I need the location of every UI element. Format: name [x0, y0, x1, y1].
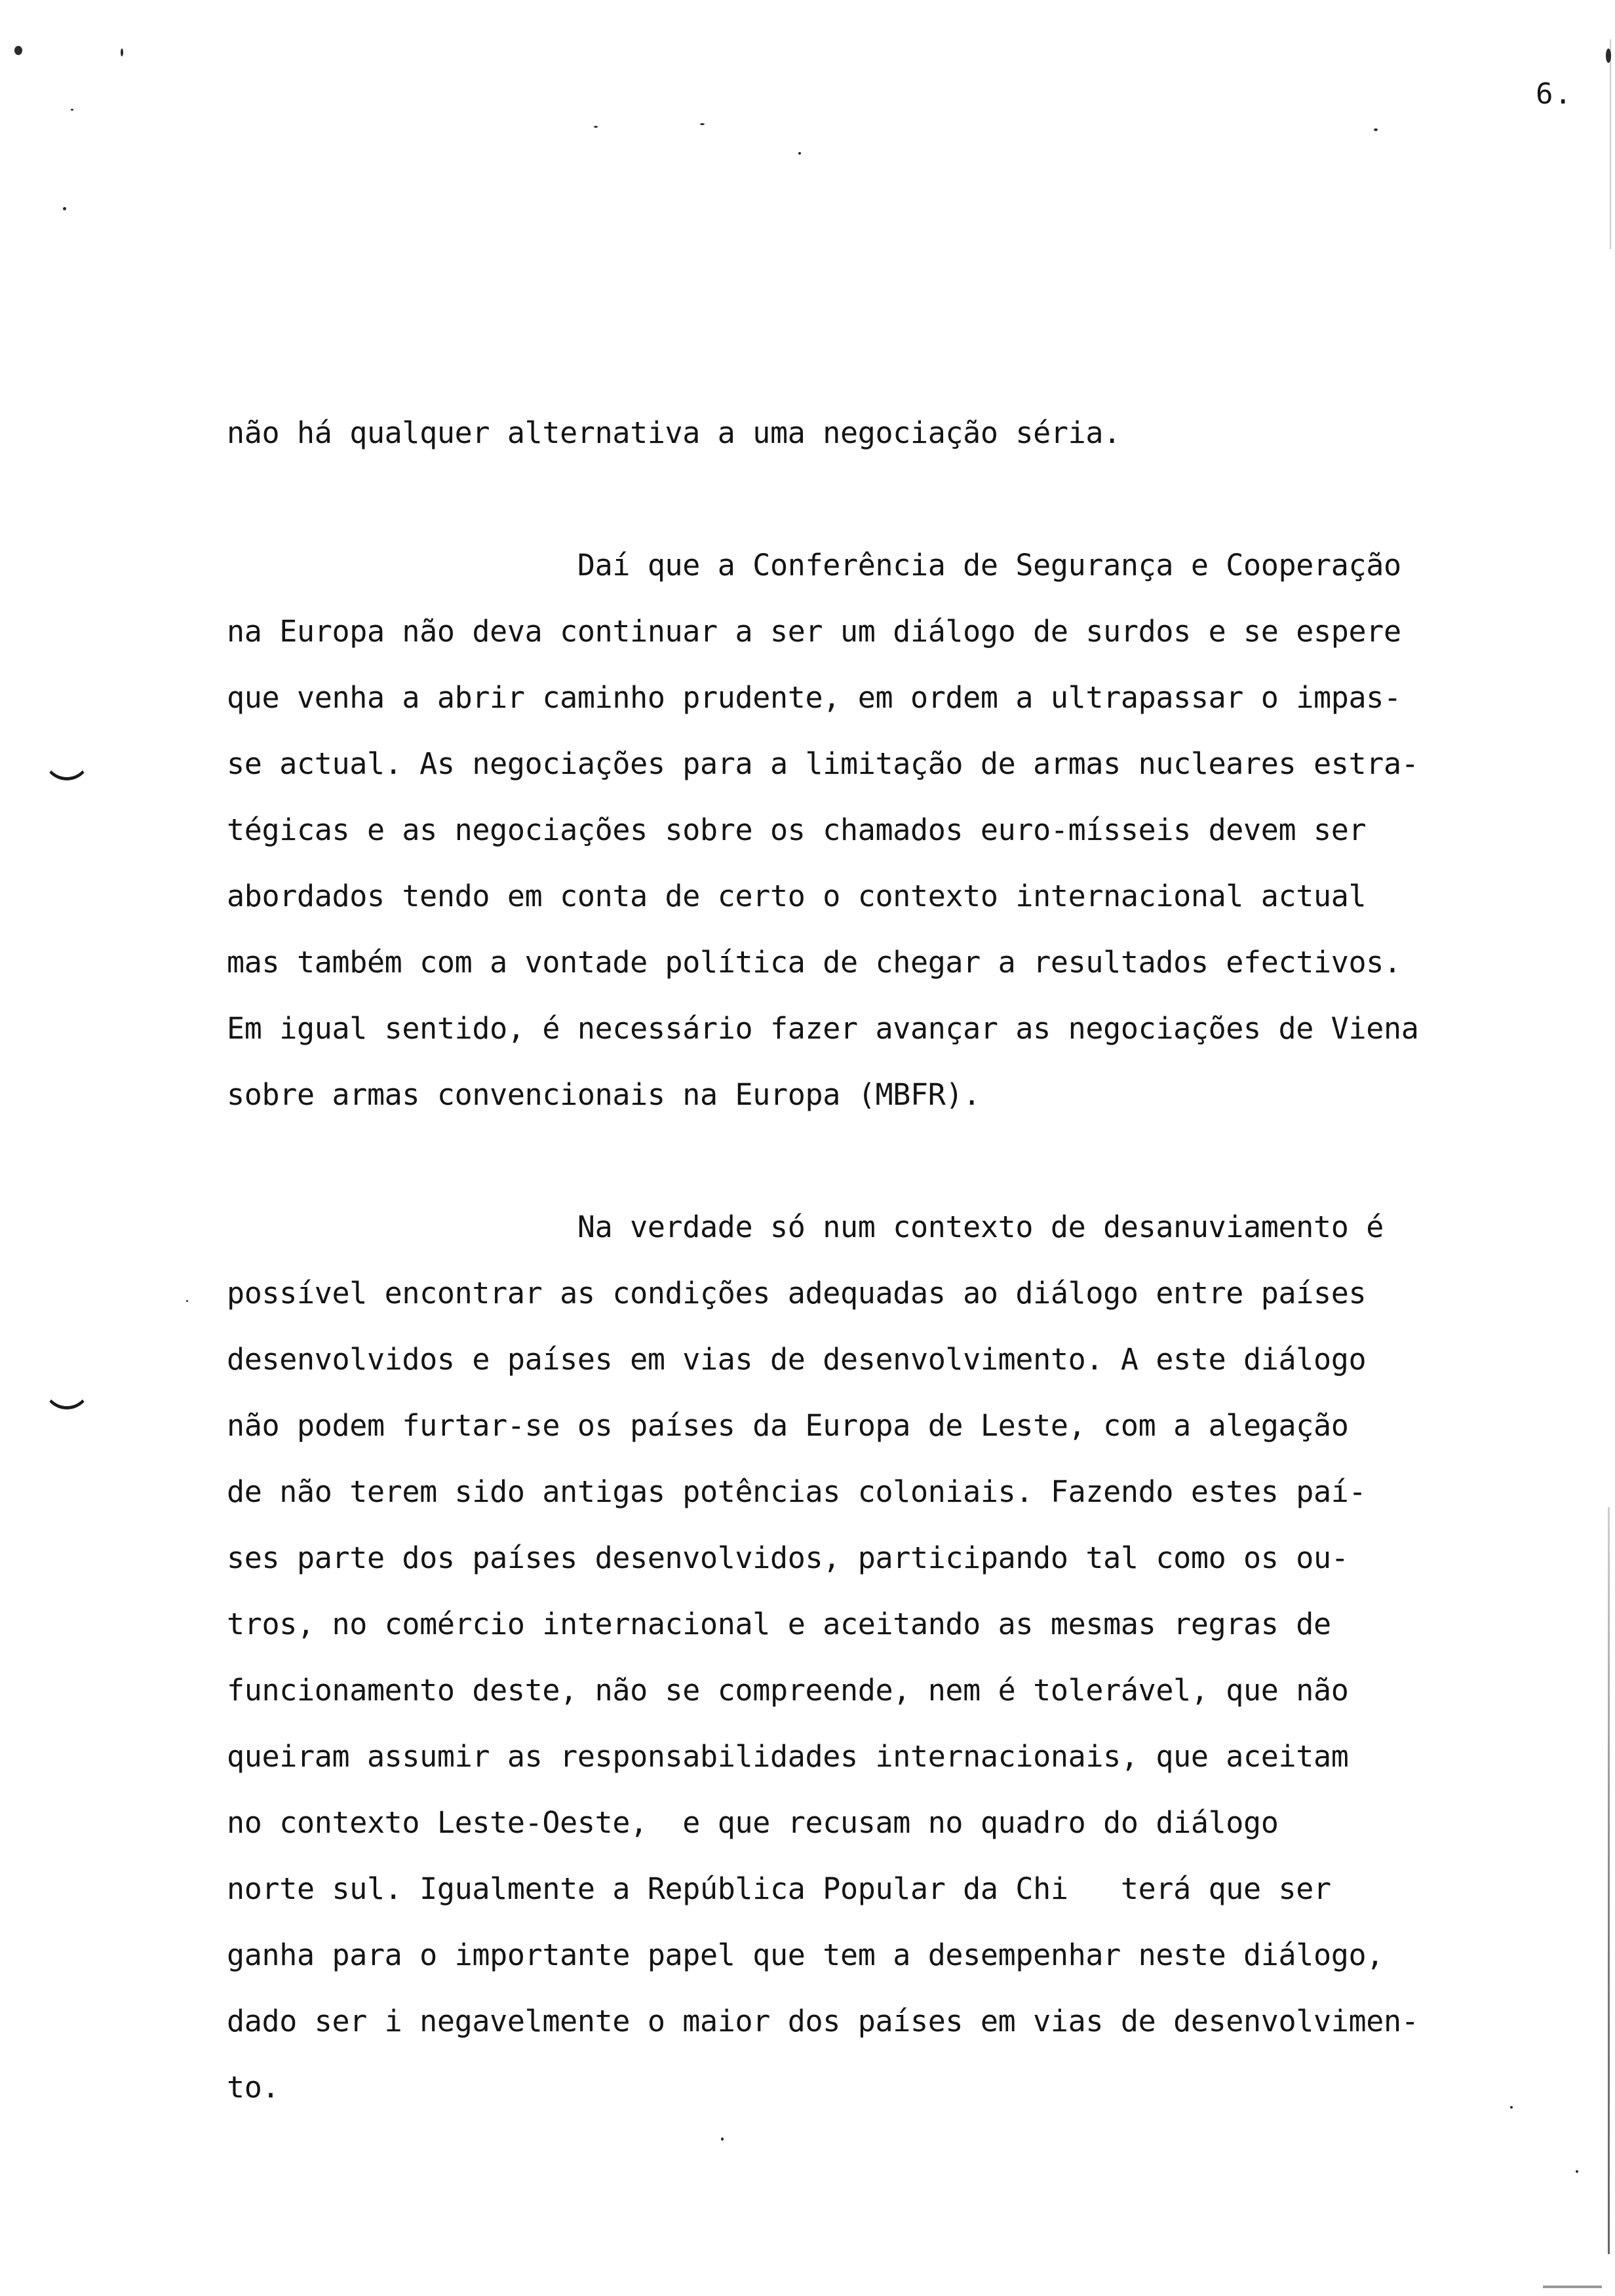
text-line: dado ser i negavelmente o maior dos países em vias de desenvolvimen-	[227, 2004, 1419, 2038]
text-line: tros, no comércio internacional e aceitando as mesmas regras de	[227, 1607, 1331, 1641]
page-number: 6.	[1536, 77, 1573, 111]
text-line: ganha para o importante papel que tem a desempenhar neste diálogo,	[227, 1938, 1384, 1972]
scan-speck	[594, 126, 598, 128]
scan-speck	[71, 109, 73, 111]
scan-speck	[121, 48, 123, 56]
scan-edge-shadow-top	[1610, 39, 1611, 249]
text-line: Na verdade só num contexto de desanuviamento é	[227, 1210, 1384, 1244]
text-line: sobre armas convencionais na Europa (MBFR).	[227, 1077, 981, 1112]
scan-speck	[63, 207, 66, 210]
scan-speck	[14, 46, 22, 55]
text-line: Em igual sentido, é necessário fazer avançar as negociações de Viena	[227, 1011, 1419, 1046]
text-line: tégicas e as negociações sobre os chamados euro-mísseis devem ser	[227, 813, 1367, 847]
scan-speck	[186, 1300, 188, 1302]
text-line: possível encontrar as condições adequadas ao diálogo entre países	[227, 1276, 1367, 1311]
scan-speck	[1374, 128, 1378, 131]
paragraph	[227, 1194, 1597, 2120]
scan-smudge	[1543, 2286, 1602, 2288]
text-line: no contexto Leste-Oeste, e que recusam no quadro do diálogo	[227, 1805, 1279, 1840]
text-line: não podem furtar-se os países da Europa de Leste, com a alegação	[227, 1408, 1349, 1443]
paragraph	[227, 400, 1597, 466]
document-body	[227, 400, 1597, 2120]
text-line: funcionamento deste, não se compreende, nem é tolerável, que não	[227, 1673, 1349, 1708]
scan-edge-shadow	[1608, 1507, 1610, 2254]
paragraph	[227, 532, 1597, 1128]
scan-speck	[1576, 2170, 1578, 2173]
text-line: que venha a abrir caminho prudente, em ordem a ultrapassar o impas-	[227, 680, 1401, 715]
scan-speck	[721, 2137, 724, 2141]
scan-speck	[798, 152, 801, 155]
binding-hole-mark	[43, 1384, 90, 1409]
binding-hole-mark	[43, 755, 90, 780]
text-line: Daí que a Conferência de Segurança e Cooperação	[227, 548, 1401, 583]
scan-speck	[700, 123, 705, 125]
text-line: de não terem sido antigas potências coloniais. Fazendo estes paí-	[227, 1474, 1367, 1509]
text-line: norte sul. Igualmente a República Popular da Chi terá que ser	[227, 1871, 1331, 1906]
text-line: ses parte dos países desenvolvidos, participando tal como os ou-	[227, 1540, 1349, 1575]
text-line: mas também com a vontade política de chegar a resultados efectivos.	[227, 945, 1401, 980]
paragraph-gap	[227, 1128, 1597, 1194]
text-line: se actual. As negociações para a limitação de armas nucleares estra-	[227, 746, 1419, 781]
text-line: na Europa não deva continuar a ser um diálogo de surdos e se espere	[227, 614, 1401, 649]
text-line: queiram assumir as responsabilidades internacionais, que aceitam	[227, 1739, 1349, 1774]
paragraph-gap	[227, 466, 1597, 532]
text-line: to.	[227, 2070, 280, 2105]
scan-speck	[1606, 48, 1611, 63]
text-line: desenvolvidos e países em vias de desenvolvimento. A este diálogo	[227, 1342, 1367, 1377]
text-line: abordados tendo em conta de certo o contexto internacional actual	[227, 879, 1367, 913]
text-line: não há qualquer alternativa a uma negociação séria.	[227, 415, 1121, 450]
